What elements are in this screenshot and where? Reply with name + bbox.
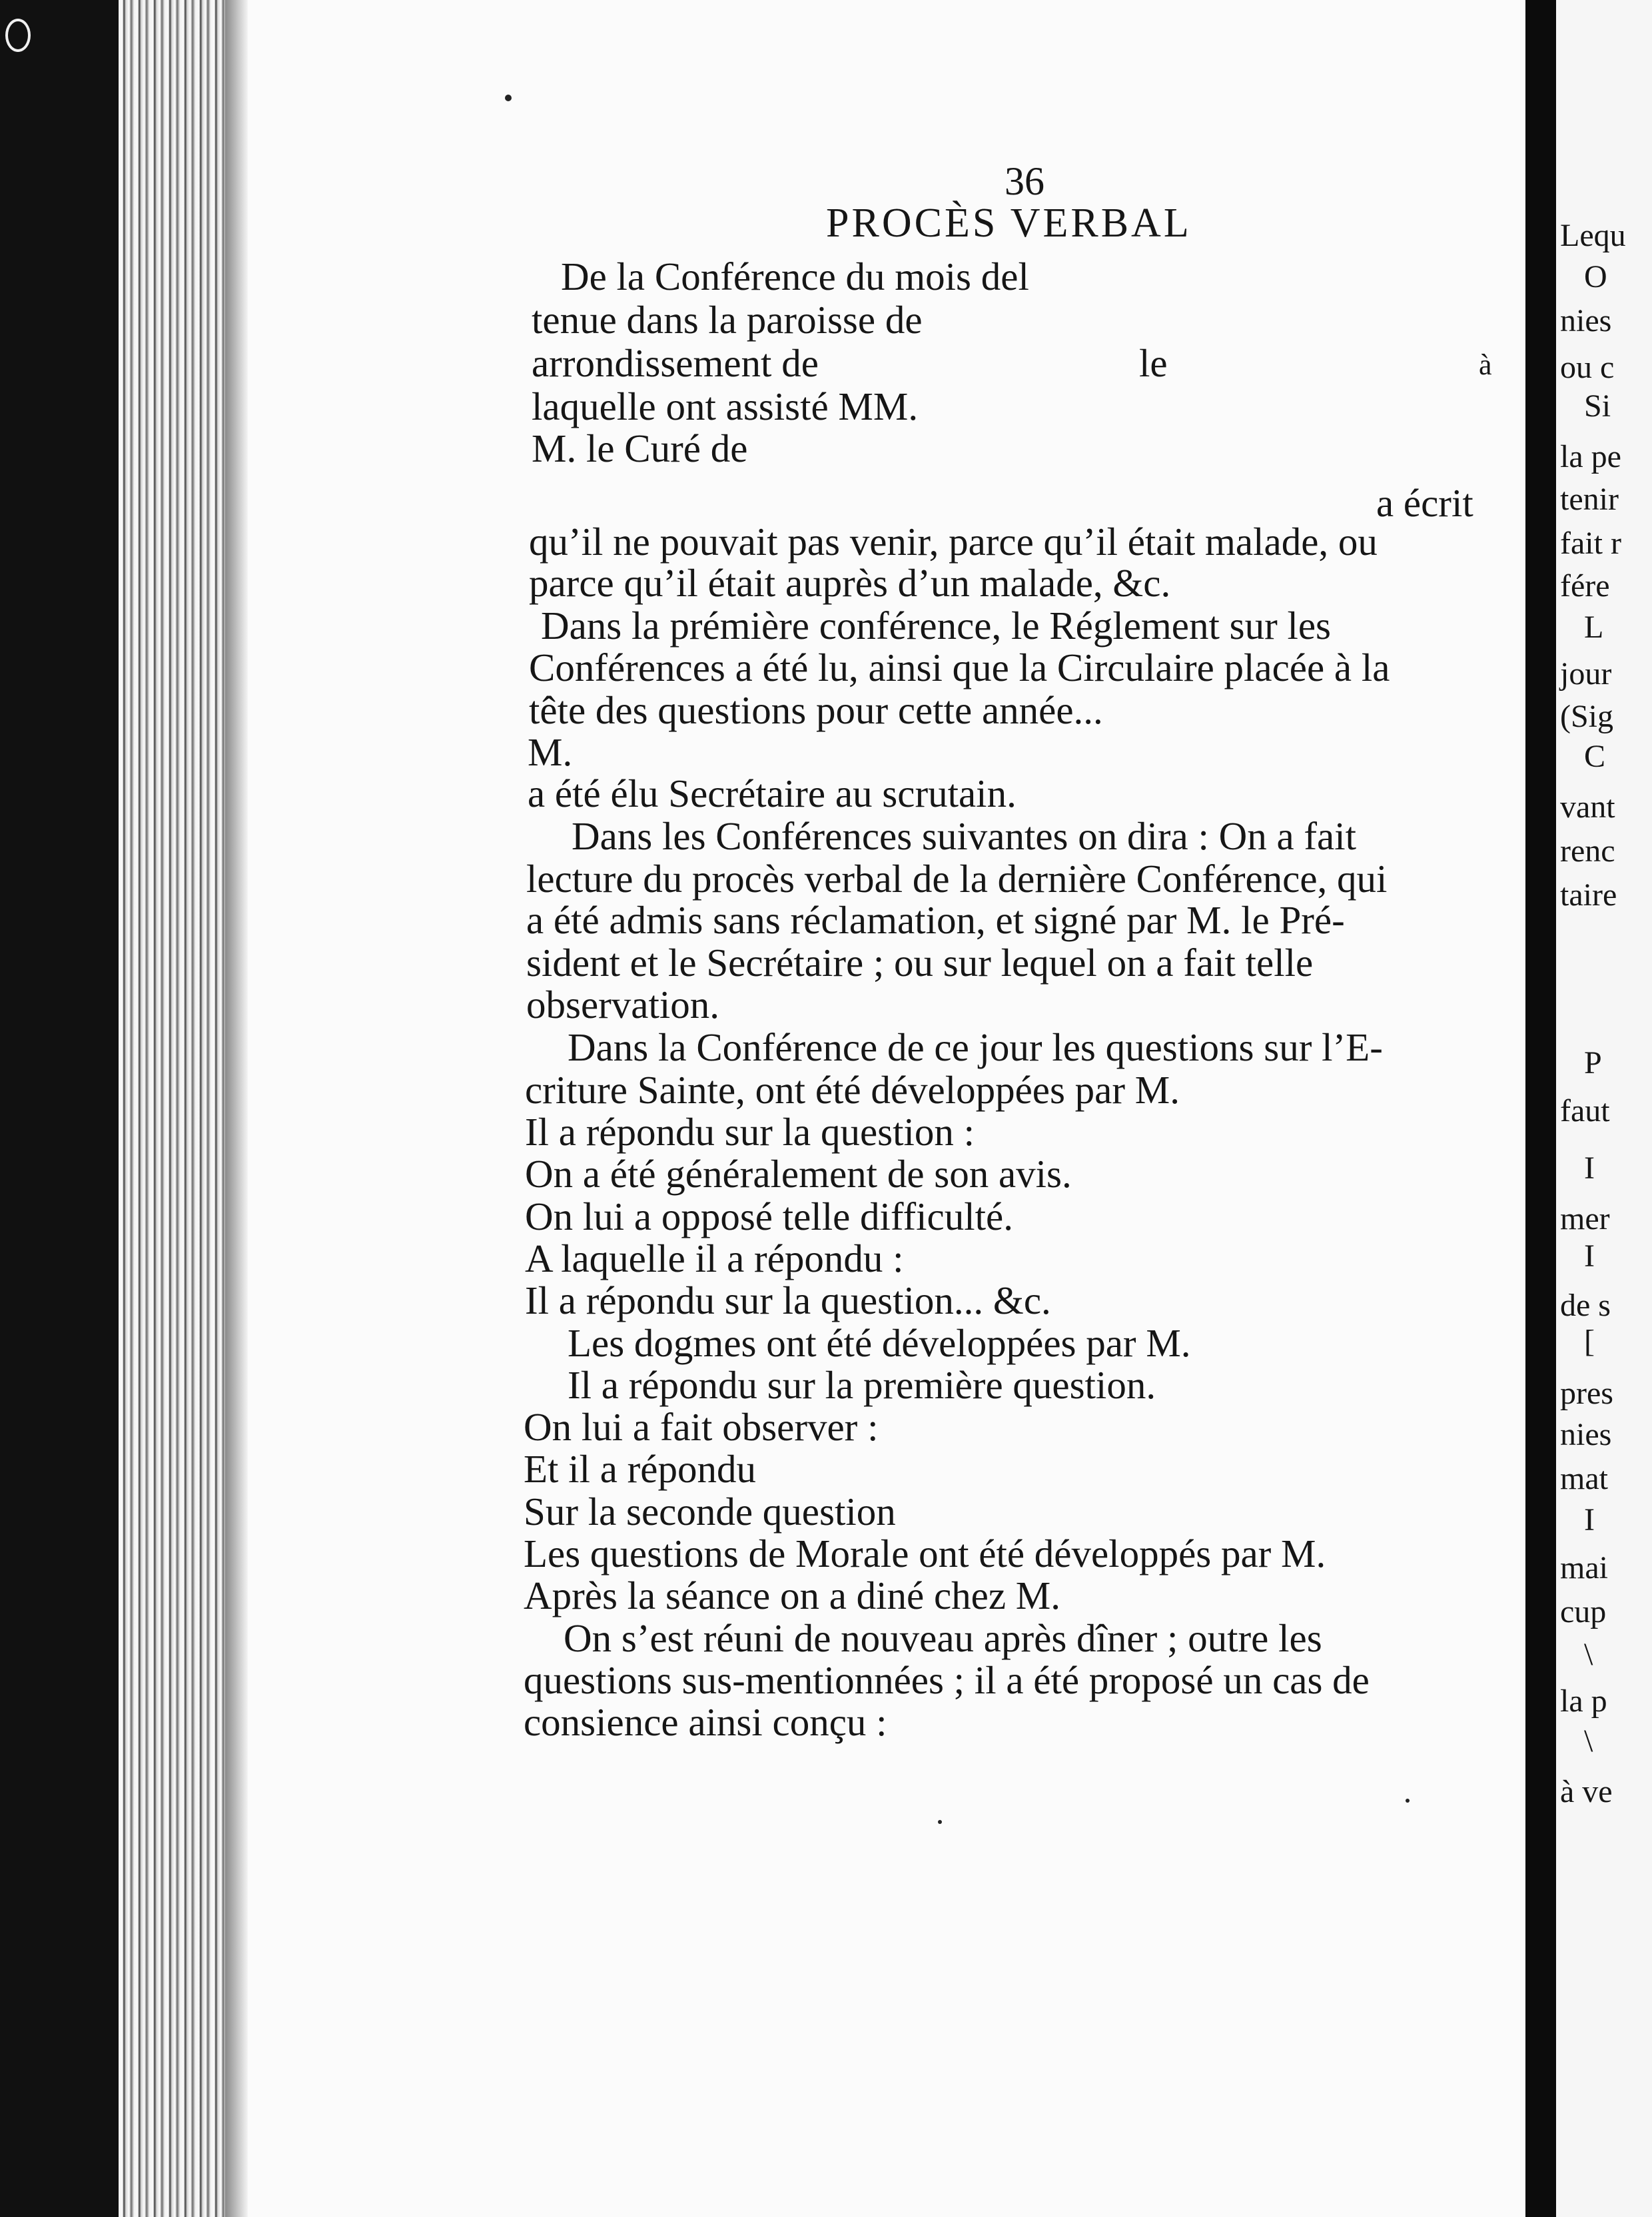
text-line: Les dogmes ont été développées par M.: [568, 1321, 1191, 1365]
text-line: laquelle ont assisté MM.: [532, 384, 919, 428]
fragment-text: I: [1584, 1502, 1595, 1538]
fragment-text: la pe: [1560, 439, 1621, 474]
fragment-text: à ve: [1560, 1774, 1613, 1809]
text-line: arrondissement de: [532, 341, 819, 385]
fragment-text: taire: [1560, 877, 1617, 913]
text-line: le: [1139, 341, 1168, 385]
text-line: tenue dans la paroisse de: [532, 298, 923, 342]
text-line: On a été généralement de son avis.: [525, 1152, 1072, 1196]
text-line: qu’il ne pouvait pas venir, parce qu’il était malade, ou: [529, 520, 1378, 564]
text-line: sident et le Secrétaire ; ou sur lequel on a fait telle: [526, 941, 1314, 985]
fragment-text: P: [1584, 1045, 1602, 1081]
text-line: consience ainsi conçu :: [524, 1700, 887, 1744]
book-gutter: [1525, 0, 1556, 2217]
text-line: Conférences a été lu, ainsi que la Circulaire placée à la: [529, 646, 1390, 689]
text-line: à: [1479, 348, 1492, 381]
fragment-text: C: [1584, 739, 1606, 774]
text-line: Et il a répondu: [524, 1447, 756, 1491]
page-fold-shadow: [225, 0, 248, 2217]
text-line: parce qu’il était auprès d’un malade, &c.: [529, 561, 1171, 605]
text-line: observation.: [526, 983, 720, 1027]
text-line: Dans la prémière conférence, le Réglement sur les: [541, 604, 1332, 648]
text-line: On lui a opposé telle difficulté.: [525, 1194, 1013, 1238]
text-line: a été élu Secrétaire au scrutain.: [528, 771, 1017, 815]
speck: [1406, 1799, 1410, 1803]
fragment-text: faut: [1560, 1093, 1610, 1128]
text-line: De la Conférence du mois del: [561, 254, 1029, 298]
text-line: Il a répondu sur la question :: [525, 1110, 975, 1154]
fragment-text: Lequ: [1560, 218, 1626, 253]
fragment-text: jour: [1560, 656, 1612, 691]
fragment-text: nies: [1560, 1417, 1612, 1452]
speck: [938, 1820, 942, 1824]
fragment-text: tenir: [1560, 482, 1619, 517]
page-number: 36: [1005, 159, 1044, 203]
text-line: Il a répondu sur la question... &c.: [525, 1278, 1051, 1322]
text-line: A laquelle il a répondu :: [525, 1236, 904, 1280]
fragment-text: Si: [1584, 388, 1611, 424]
text-line: Après la séance on a diné chez M.: [524, 1573, 1060, 1617]
fragment-text: \: [1584, 1637, 1593, 1672]
page-edges: [119, 0, 225, 2217]
text-line: Il a répondu sur la première question.: [568, 1363, 1156, 1407]
text-line: Dans la Conférence de ce jour les questions sur l’E-: [568, 1025, 1383, 1069]
fragment-text: mat: [1560, 1461, 1608, 1496]
fragment-text: I: [1584, 1238, 1595, 1274]
fragment-text: fait r: [1560, 526, 1621, 561]
text-line: a écrit: [1376, 481, 1473, 525]
fragment-text: [: [1584, 1324, 1595, 1359]
text-line: criture Sainte, ont été développées par M.: [525, 1068, 1180, 1112]
fragment-text: ou c: [1560, 350, 1615, 385]
fragment-text: mer: [1560, 1201, 1610, 1236]
binding-shadow: [0, 0, 119, 2217]
corner-mark-icon: [5, 19, 31, 52]
page-title: PROCÈS VERBAL: [826, 201, 1192, 246]
fragment-text: cup: [1560, 1594, 1607, 1629]
text-line: a été admis sans réclamation, et signé par M. le Pré-: [526, 898, 1345, 942]
fragment-text: vant: [1560, 789, 1615, 825]
text-line: M. le Curé de: [532, 426, 748, 470]
fragment-text: O: [1584, 259, 1607, 294]
text-line: Dans les Conférences suivantes on dira : On a fait: [572, 814, 1357, 858]
text-line: Les questions de Morale ont été développés par M.: [524, 1532, 1326, 1575]
text-line: On s’est réuni de nouveau après dîner ; outre les: [564, 1616, 1322, 1660]
fragment-text: nies: [1560, 303, 1612, 338]
fragment-text: \: [1584, 1723, 1593, 1759]
speck: [505, 95, 512, 101]
fragment-text: fére: [1560, 568, 1610, 604]
text-line: questions sus-mentionnées ; il a été proposé un cas de: [524, 1658, 1370, 1702]
fragment-text: la p: [1560, 1683, 1607, 1719]
text-line: tête des questions pour cette année...: [529, 688, 1103, 732]
fragment-text: L: [1584, 610, 1604, 645]
fragment-text: renc: [1560, 833, 1615, 869]
text-line: On lui a fait observer :: [524, 1405, 879, 1449]
text-line: lecture du procès verbal de la dernière Conférence, qui: [526, 857, 1388, 901]
text-line: Sur la seconde question: [524, 1490, 896, 1534]
fragment-text: I: [1584, 1150, 1595, 1186]
fragment-text: de s: [1560, 1288, 1611, 1323]
fragment-text: mai: [1560, 1550, 1608, 1585]
fragment-text: (Sig: [1560, 699, 1614, 734]
text-line: M.: [528, 730, 573, 774]
right-page-fragment: [1556, 0, 1652, 2217]
fragment-text: pres: [1560, 1376, 1613, 1411]
